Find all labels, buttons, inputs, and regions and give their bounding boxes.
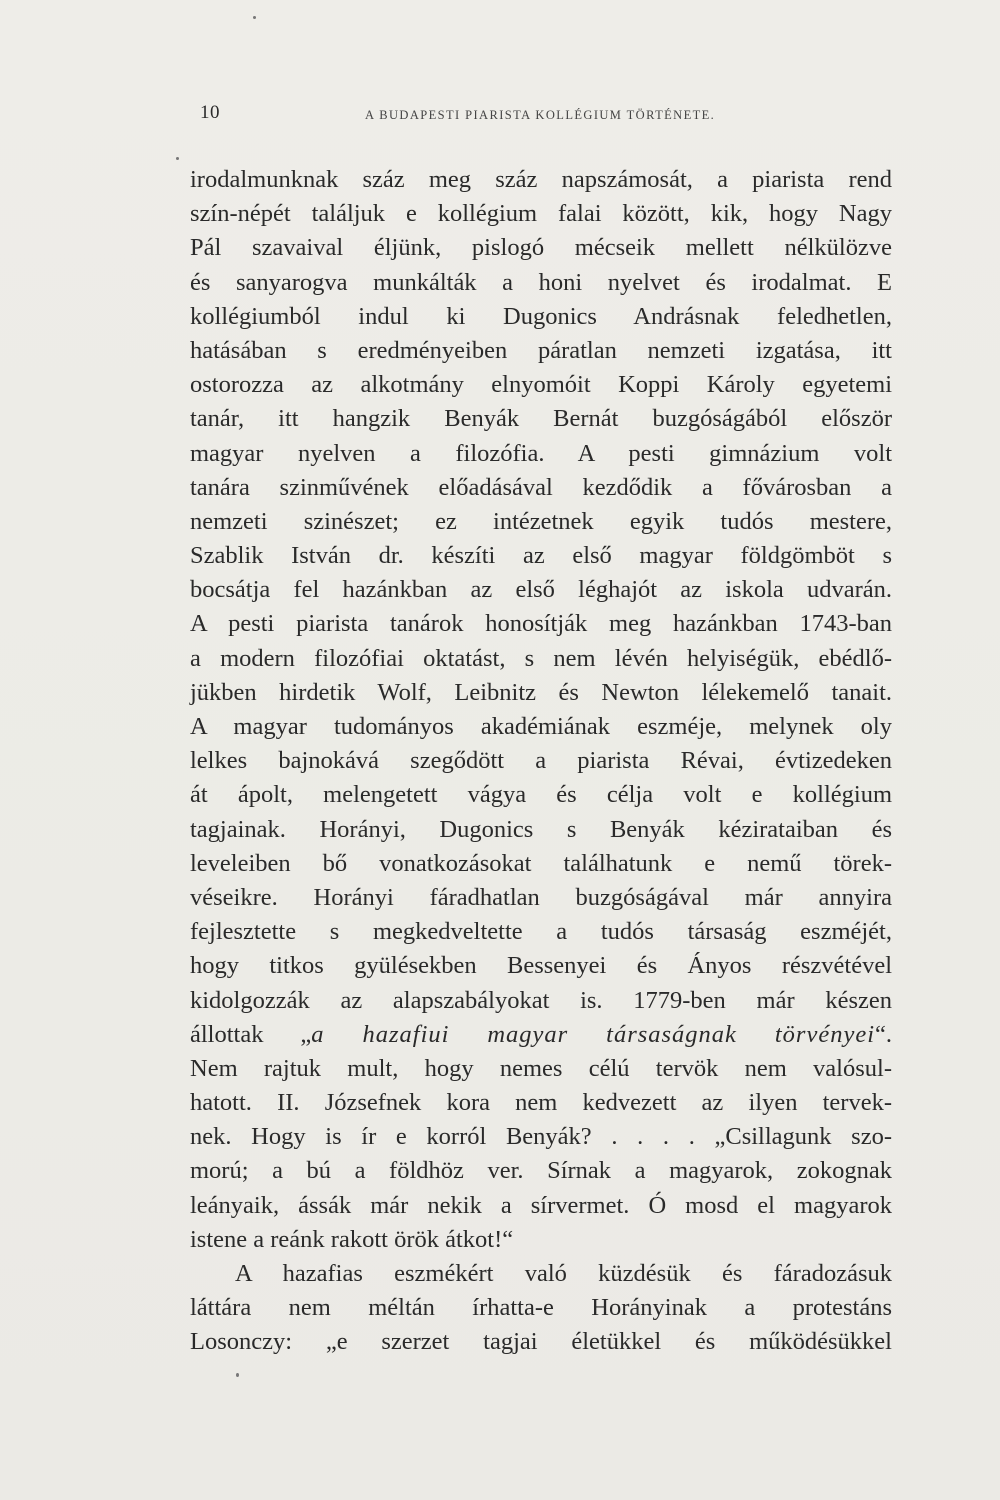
text-line: hogy titkos gyülésekben Bessenyei és Ányos részvétével	[190, 952, 892, 980]
text-line: ostorozza az alkotmány elnyomóit Koppi Károly egyetemi	[190, 371, 892, 399]
text-line: nemzeti szinészet; ez intézetnek egyik tudós mestere,	[190, 507, 892, 535]
text-line: át ápolt, melengetett vágya és célja volt e kollégium	[190, 781, 892, 809]
text-line: Nem rajtuk mult, hogy nemes célú tervök nem valósul-	[190, 1054, 892, 1082]
paper-speck	[236, 1373, 239, 1377]
text-line: leányaik, ássák már nekik a sírvermet. Ó mosd el magyarok	[190, 1191, 892, 1219]
text-line-paragraph-start: A hazafias eszmékért való küzdésük és fáradozásuk	[235, 1260, 892, 1287]
text-line: Szablik István dr. készíti az első magyar földgömböt s	[190, 542, 892, 570]
text-segment: állottak „	[190, 1020, 312, 1048]
text-line: tanára szinművének előadásával kezdődik a fővárosban a	[190, 473, 892, 501]
italic-society-title: a hazafiui magyar társaságnak törvényei	[311, 1020, 876, 1048]
text-line: bocsátja fel hazánkban az első léghajót az iskola udvarán.	[190, 576, 892, 604]
body-text	[190, 163, 892, 1360]
text-segment: “.	[875, 1020, 893, 1048]
text-line: nek. Hogy is ír e korról Benyák? . . . . „Csillagunk szo-	[190, 1123, 892, 1151]
text-line: Pál szavaival éljünk, pislogó mécseik mellett nélkülözve	[190, 234, 892, 262]
text-line: magyar nyelven a filozófia. A pesti gimnázium volt	[190, 439, 892, 467]
text-line: jükben hirdetik Wolf, Leibnitz és Newton lélekemelő tanait.	[190, 678, 892, 706]
text-line: leveleiben bő vonatkozásokat találhatunk e nemű törek-	[190, 849, 892, 877]
text-line: Losonczy: „e szerzet tagjai életükkel és működésükkel	[190, 1328, 892, 1356]
running-title: A BUDAPESTI PIARISTA KOLLÉGIUM TÖRTÉNETE.	[365, 108, 716, 122]
text-line: tagjainak. Horányi, Dugonics s Benyák kézirataiban és	[190, 815, 892, 843]
text-line: A pesti piarista tanárok honosítják meg hazánkban 1743-ban	[190, 610, 892, 638]
text-line-paragraph-end: istene a reánk rakott örök átkot!“	[190, 1225, 514, 1253]
text-line: a modern filozófiai oktatást, s nem lévén helyiségük, ebédlő-	[190, 644, 892, 672]
text-line: hatott. II. Józsefnek kora nem kedvezett az ilyen tervek-	[190, 1089, 892, 1117]
text-line: véseikre. Horányi fáradhatlan buzgóságával már annyira	[190, 883, 892, 911]
text-line: morú; a bú a földhöz ver. Sírnak a magyarok, zokognak	[190, 1157, 892, 1185]
text-line: láttára nem méltán írhatta-e Horányinak a protestáns	[190, 1294, 892, 1322]
text-line: fejlesztette s megkedveltette a tudós társaság eszméjét,	[190, 918, 892, 946]
paper-speck	[176, 157, 179, 160]
text-line: és sanyarogva munkálták a honi nyelvet és irodalmat. E	[190, 268, 892, 296]
text-line: A magyar tudományos akadémiának eszméje, melynek oly	[190, 713, 892, 740]
text-line: szín-népét találjuk e kollégium falai között, kik, hogy Nagy	[190, 200, 892, 228]
text-line: hatásában s eredményeiben páratlan nemzeti izgatása, itt	[190, 336, 892, 364]
text-line: kidolgozzák az alapszabályokat is. 1779-ben már készen	[190, 986, 892, 1014]
page-number: 10	[200, 102, 220, 123]
text-line: lelkes bajnokává szegődött a piarista Révai, évtizedeken	[190, 747, 892, 775]
paper-speck	[253, 16, 256, 19]
text-line: kollégiumból indul ki Dugonics Andrásnak feledhetlen,	[190, 302, 892, 330]
page-header	[200, 96, 900, 126]
text-line: tanár, itt hangzik Benyák Bernát buzgóságából először	[190, 405, 892, 433]
text-line: irodalmunknak száz meg száz napszámosát, a piarista rend	[190, 166, 892, 193]
text-line-with-italic-title	[190, 1018, 892, 1052]
